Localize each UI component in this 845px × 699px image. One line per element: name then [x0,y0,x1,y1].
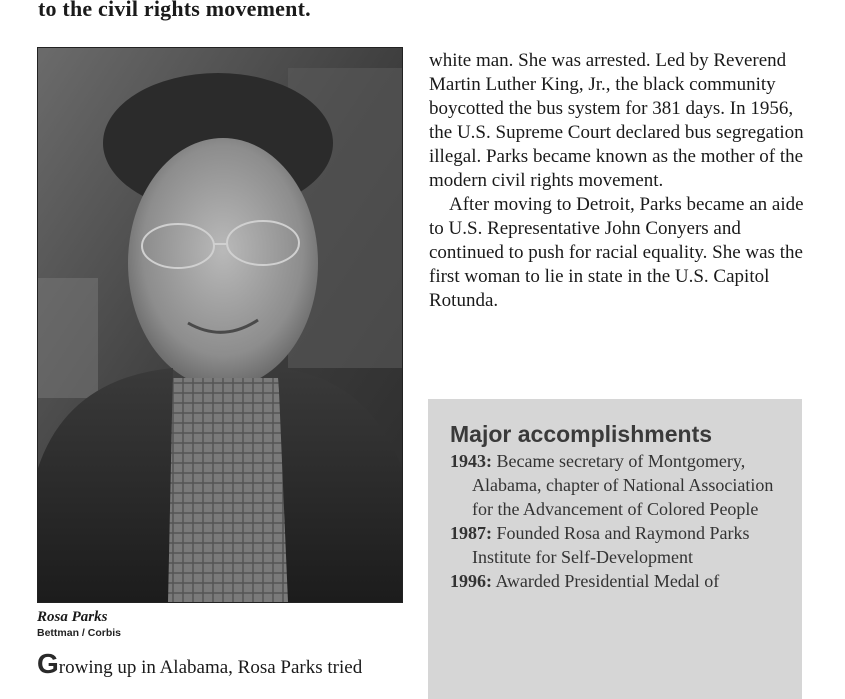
sidebar-title: Major accomplishments [450,421,713,447]
rosa-parks-photo [37,47,403,603]
portrait-illustration [38,48,402,602]
bottom-paragraph [37,648,417,680]
item-text: Founded Rosa and Raymond Parks Institute for Self-Development [472,523,750,567]
paragraph-2: After moving to Detroit, Parks became an aide to U.S. Representative John Conyers and continued to push for racial equality. She was the first woman to lie in state in the U.S. Capitol Rotunda. [429,194,804,311]
accomplishments-sidebar [428,399,802,699]
item-year: 1996: [450,571,492,591]
photo-caption-name: Rosa Parks [37,609,108,625]
paragraph-1: white man. She was arrested. Led by Reverend Martin Luther King, Jr., the black community boycotted the bus system for 381 days. In 1956, the U.S. Supreme Court declared bus segregation illegal. Parks became known as the mother of the modern civil rights movement. [429,50,804,191]
bottom-paragraph-text: rowing up in Alabama, Rosa Parks tried [58,657,363,678]
right-column [429,49,809,313]
item-text: Awarded Presidential Medal of [495,571,720,591]
item-year: 1943: [450,451,492,471]
list-item [450,449,790,521]
item-year: 1987: [450,523,492,543]
drop-cap: G [37,648,59,679]
accomplishments-list [450,449,790,593]
list-item [450,521,790,569]
list-item [450,569,790,593]
photo-credit: Bettman / Corbis [37,627,122,639]
item-text: Became secretary of Montgomery, Alabama, chapter of National Association for the Advancement of Colored People [472,451,774,519]
headline: to the civil rights movement. [38,0,311,21]
